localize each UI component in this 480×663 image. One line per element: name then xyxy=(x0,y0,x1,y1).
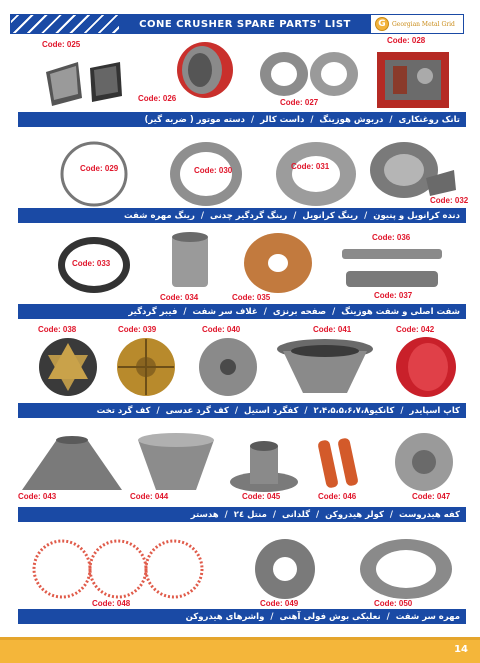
hydroset-cup-image xyxy=(390,432,458,494)
part-names-bar: تانک روغنکاری / دربوش هوزینگ / داست کالر / دسته موتور ( ضربه گیر) xyxy=(18,112,466,127)
part-shaft-nut-ring xyxy=(58,140,138,208)
part-concave xyxy=(273,325,383,397)
part-name: شفت اصلی و شفت هوزینگ xyxy=(341,306,460,317)
part-code: Code: 045 xyxy=(242,492,281,501)
part-cast-bush-saucer xyxy=(250,537,330,607)
page-number: 14 xyxy=(454,644,468,655)
part-code: Code: 038 xyxy=(38,325,77,334)
part-name: رینگ گردگیر چدنی xyxy=(210,210,288,221)
part-cast-dust-ring xyxy=(168,140,248,208)
page-header xyxy=(10,14,464,34)
part-code: Code: 048 xyxy=(92,599,131,608)
part-hydrocone-gaskets xyxy=(28,537,208,607)
part-name: کانکیو۲،۴،۵،۵،۶،۷،۸ xyxy=(313,405,395,416)
head-center-image xyxy=(18,432,126,494)
part-bronze-plate xyxy=(232,235,320,303)
bronze-plate-image xyxy=(242,233,314,295)
hydrocone-gaskets-image xyxy=(28,537,206,601)
parts-row-1 xyxy=(18,36,466,125)
part-code: Code: 039 xyxy=(118,325,157,334)
lubrication-tank-image xyxy=(375,48,451,110)
part-name: داست کالر xyxy=(260,114,305,125)
part-crownwheel-pinion xyxy=(368,140,468,208)
part-name: واشرهای هیدروکن xyxy=(185,611,265,622)
hydrocone-cooler-image xyxy=(312,432,372,494)
part-name: کف گرد تخت xyxy=(96,405,151,416)
part-name: غلاف سر شفت xyxy=(192,306,258,317)
part-thrust-collar xyxy=(138,40,238,112)
parts-row-6 xyxy=(18,537,466,622)
part-housing-cover xyxy=(256,40,366,112)
part-code: Code: 033 xyxy=(72,259,111,268)
concave-image xyxy=(273,337,377,399)
shaft-nut-ring-image xyxy=(58,140,130,208)
crownwheel-ring-image xyxy=(273,140,359,208)
part-code: Code: 031 xyxy=(291,162,330,171)
part-flower-pot xyxy=(226,432,306,504)
motor-mount-image xyxy=(38,50,128,112)
part-name: کولر هیدروکن xyxy=(325,509,384,520)
parts-row-2 xyxy=(18,140,469,221)
part-dust-fiber xyxy=(56,235,136,303)
part-mantle xyxy=(130,432,220,504)
shaft-sleeve-image xyxy=(168,231,212,293)
housing-cover-image xyxy=(256,48,366,100)
logo-text: Georgian Metal Grid xyxy=(392,20,455,28)
part-name: رینگ مهره شفت xyxy=(124,210,195,221)
part-names-bar: شفت اصلی و شفت هوزینگ / صفحه برنزی / غلاف سر شفت / فیبر گردگیر xyxy=(18,304,466,319)
part-code: Code: 029 xyxy=(80,164,119,173)
parts-row-4 xyxy=(18,325,466,416)
part-name: کفگرد استیل xyxy=(244,405,299,416)
part-shaft-head-nut xyxy=(358,537,458,607)
company-logo xyxy=(370,14,464,34)
part-name: کفه هیدروست xyxy=(399,509,460,520)
part-hydrocone-cooler xyxy=(308,432,378,504)
crownwheel-pinion-image xyxy=(368,140,458,204)
part-names-bar: کاپ اسپایدر / کانکیو۲،۴،۵،۵،۶،۷،۸ / کفگرد استیل / کف گرد عدسی / کف گرد تخت xyxy=(18,403,466,418)
part-name: نعلبکی بوش فولی آهنی xyxy=(279,611,381,622)
part-code: Code: 044 xyxy=(130,492,169,501)
part-name: تانک روغنکاری xyxy=(398,114,460,125)
spider-cap-image xyxy=(394,337,458,399)
part-code: Code: 025 xyxy=(42,40,81,49)
part-code: Code: 046 xyxy=(318,492,357,501)
flat-thrust-image xyxy=(36,337,100,399)
part-code: Code: 035 xyxy=(232,293,271,302)
part-code: Code: 043 xyxy=(18,492,57,501)
part-motor-mount xyxy=(38,40,128,112)
part-spider-cap xyxy=(390,325,466,397)
part-crownwheel-ring xyxy=(273,140,363,208)
part-head-center xyxy=(18,432,128,504)
part-code: Code: 036 xyxy=(372,233,411,242)
part-name: فیبر گردگیر xyxy=(128,306,178,317)
part-code: Code: 047 xyxy=(412,492,451,501)
mantle-image xyxy=(134,432,218,494)
main-shaft-image xyxy=(338,243,454,295)
part-code: Code: 050 xyxy=(374,599,413,608)
part-steel-thrust xyxy=(188,325,268,397)
part-code: Code: 040 xyxy=(202,325,241,334)
flower-pot-image xyxy=(226,432,302,494)
part-name: صفحه برنزی xyxy=(272,306,327,317)
part-code: Code: 049 xyxy=(260,599,299,608)
part-flat-thrust xyxy=(30,325,110,397)
thrust-collar-image xyxy=(172,40,238,102)
part-code: Code: 042 xyxy=(396,325,435,334)
part-name: منتل ۲٤ xyxy=(233,509,267,520)
part-code: Code: 027 xyxy=(280,98,319,107)
part-names-bar: مهره سر شفت / نعلبکی بوش فولی آهنی / واشرهای هیدروکن xyxy=(18,609,466,624)
part-lubrication-tank xyxy=(373,36,453,112)
part-code: Code: 028 xyxy=(387,36,426,45)
part-name: دسته موتور ( ضربه گیر) xyxy=(144,114,245,125)
part-name: کاپ اسپایدر xyxy=(409,405,460,416)
part-shaft-sleeve xyxy=(158,235,228,303)
lens-thrust-image xyxy=(114,337,178,399)
part-name: هدستر xyxy=(190,509,219,520)
part-name: رینگ کرانویل xyxy=(302,210,359,221)
part-lens-thrust xyxy=(106,325,186,397)
part-name: کف گرد عدسی xyxy=(165,405,229,416)
part-hydroset-cup xyxy=(390,432,466,504)
part-code: Code: 041 xyxy=(313,325,352,334)
part-code: Code: 032 xyxy=(430,196,469,205)
page-footer xyxy=(0,640,480,663)
page-title: CONE CRUSHER SPARE PARTS' LIST xyxy=(120,14,370,34)
parts-row-5 xyxy=(18,432,466,520)
header-pattern-decoration xyxy=(10,14,120,34)
part-name: مهره سر شفت xyxy=(395,611,460,622)
part-names-bar: دنده کرانویل و پنیون / رینگ کرانویل / رینگ گردگیر چدنی / رینگ مهره شفت xyxy=(18,208,466,223)
part-code: Code: 026 xyxy=(138,94,177,103)
part-names-bar: کفه هیدروست / کولر هیدروکن / گلدانی / منتل ۲٤ / هدستر xyxy=(18,507,466,522)
shaft-head-nut-image xyxy=(358,537,454,601)
part-name: دربوش هوزینگ xyxy=(319,114,384,125)
part-code: Code: 037 xyxy=(374,291,413,300)
cast-bush-saucer-image xyxy=(250,537,320,601)
part-name: دنده کرانویل و پنیون xyxy=(373,210,460,221)
parts-row-3 xyxy=(18,233,466,317)
part-main-shaft xyxy=(338,235,456,303)
part-name: گلدانی xyxy=(282,509,311,520)
steel-thrust-image xyxy=(196,337,260,399)
part-code: Code: 030 xyxy=(194,166,233,175)
part-code: Code: 034 xyxy=(160,293,199,302)
logo-mark: G xyxy=(375,17,389,31)
